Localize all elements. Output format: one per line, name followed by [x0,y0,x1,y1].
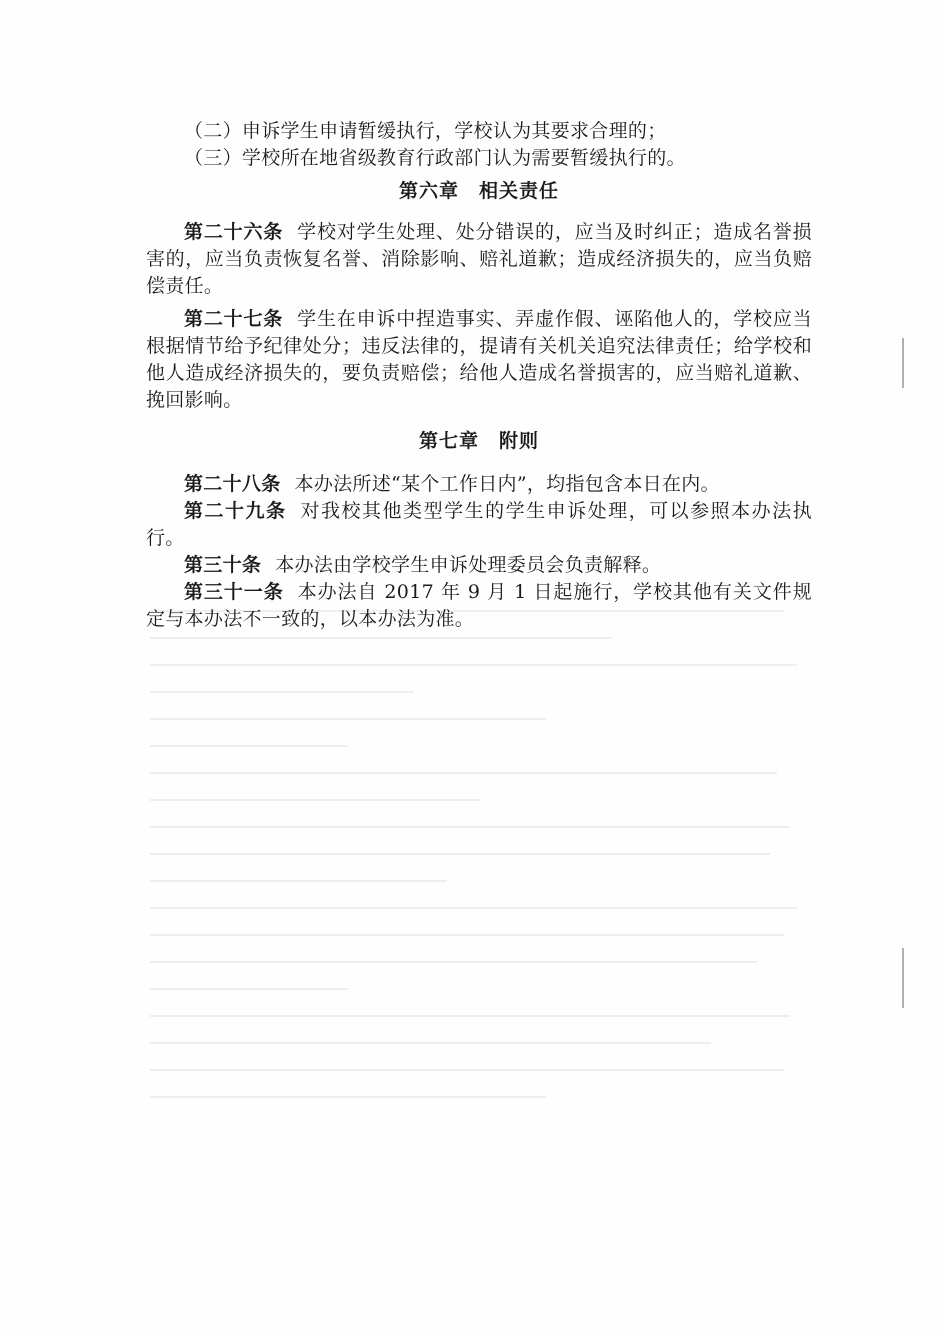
clause-3: （三）学校所在地省级教育行政部门认为需要暂缓执行的。 [184,147,686,169]
article-30-text: 本办法由学校学生申诉处理委员会负责解释。 [275,554,662,576]
chapter-6-heading: 第六章 相关责任 [398,180,559,202]
article-31-label: 第三十一条 [184,581,284,603]
article-26-text: 学校对学生处理、处分错误的，应当及时纠正；造成名誉损害的，应当负责恢复名誉、消除影响、赔礼道歉；造成经济损失的，应当负赔偿责任。 [146,221,812,297]
article-30-label: 第三十条 [184,554,262,576]
chapter-7-heading: 第七章 附则 [418,430,539,452]
article-28-text: 本办法所述“某个工作日内”，均指包含本日在内。 [294,473,720,495]
article-31 [146,579,812,633]
clause-2: （二）申诉学生申请暂缓执行，学校认为其要求合理的； [184,120,667,142]
article-27-label: 第二十七条 [184,308,284,330]
article-30 [146,552,812,579]
article-27 [146,306,812,414]
article-26-label: 第二十六条 [184,221,284,243]
article-29 [146,498,812,552]
article-31-text: 本办法自 2017 年 9 月 1 日起施行，学校其他有关文件规定与本办法不一致的，以本办法为准。 [146,581,812,630]
scan-margin-mark-lower [902,948,904,1008]
article-28-label: 第二十八条 [184,473,281,495]
article-26 [146,219,812,300]
scan-margin-mark-upper [902,338,904,388]
article-29-label: 第二十九条 [184,500,287,522]
article-28 [146,471,812,498]
article-29-text: 对我校其他类型学生的学生申诉处理，可以参照本办法执行。 [146,500,812,549]
article-27-text: 学生在申诉中捏造事实、弄虚作假、诬陷他人的，学校应当根据情节给予纪律处分；违反法律的，提请有关机关追究法律责任；给学校和他人造成经济损失的，要负责赔偿；给他人造成名誉损害的，应当赔礼道歉、挽回影响。 [146,308,812,411]
document-body [146,118,812,633]
show-through-text [150,610,810,1170]
